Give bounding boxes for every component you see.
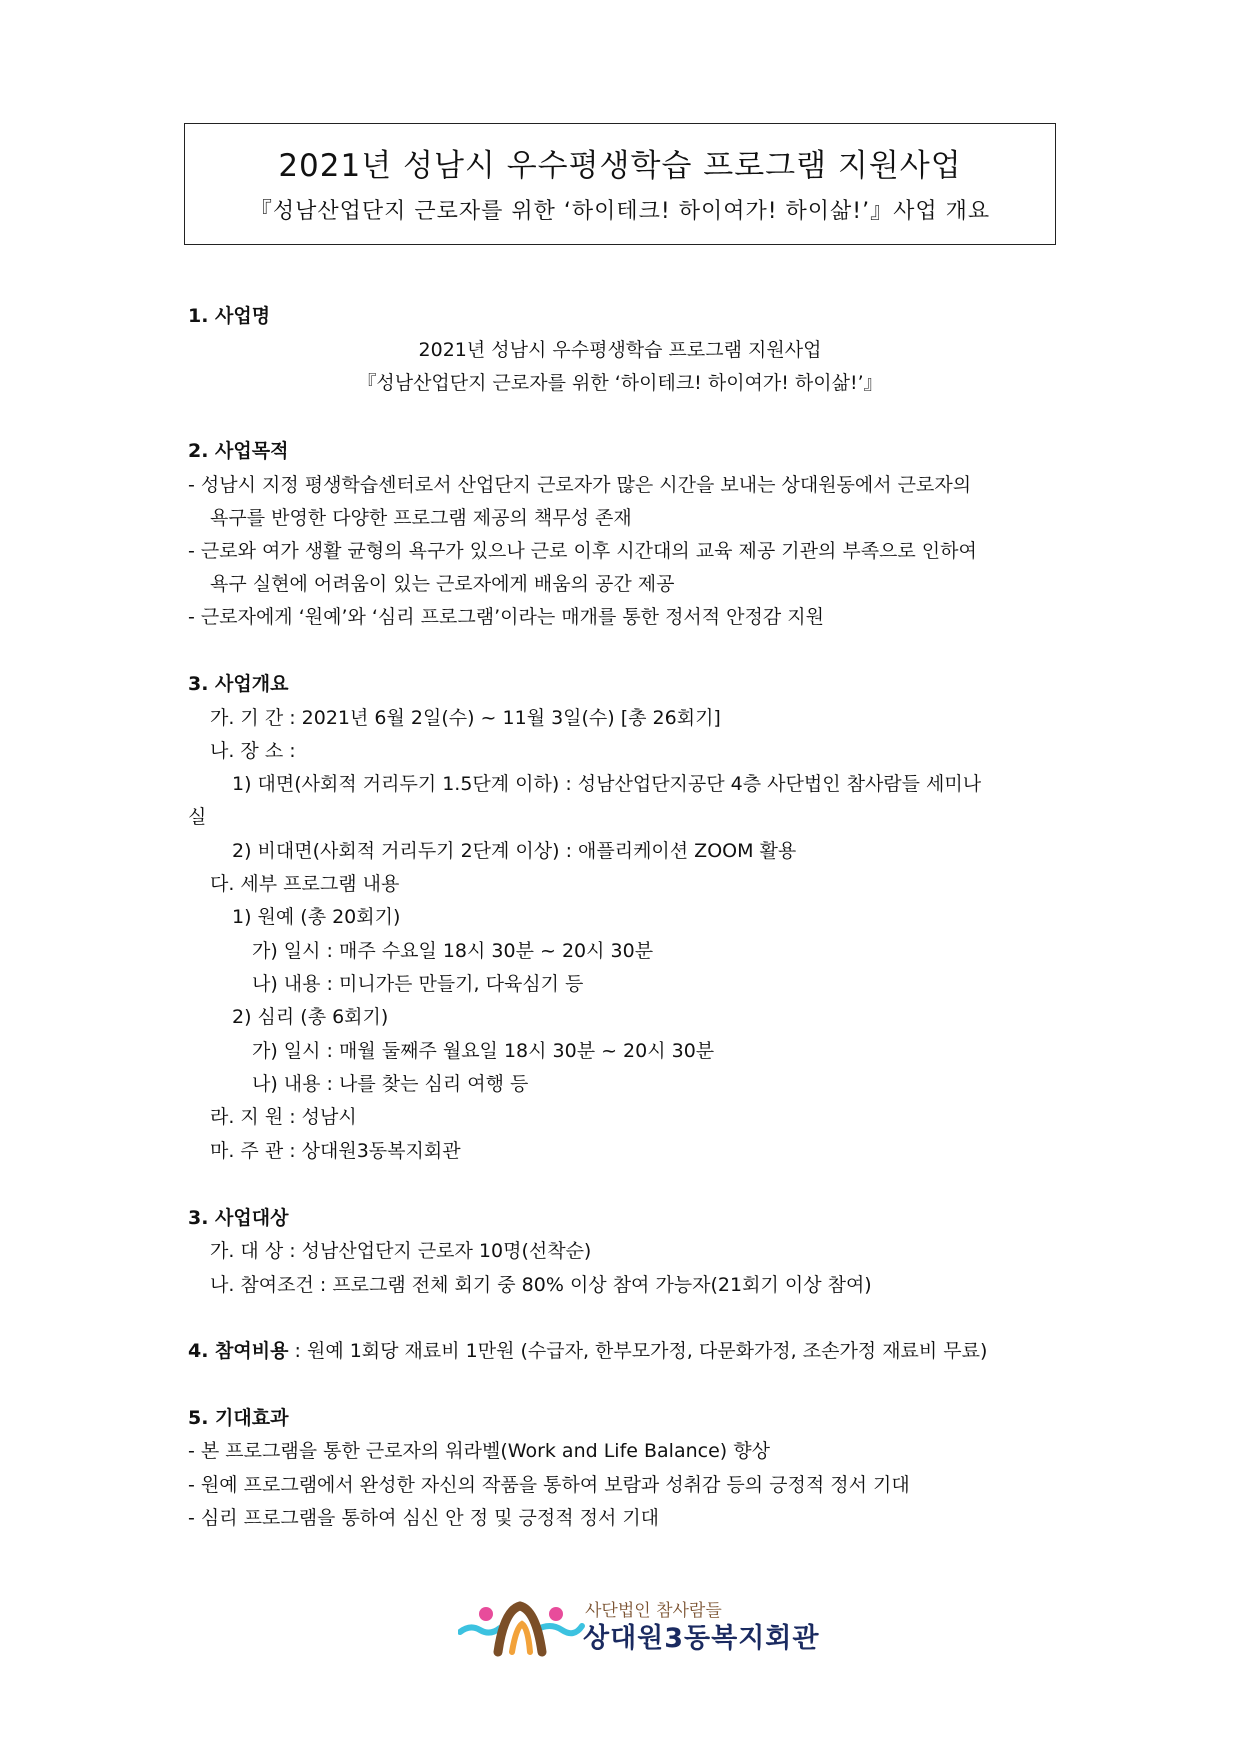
overview-line: 나. 장 소 :	[210, 740, 296, 762]
overview-line: 가. 기 간 : 2021년 6월 2일(수) ~ 11월 3일(수) [총 26회기]	[210, 707, 721, 729]
logo-subtitle: 사단법인 참사람들	[585, 1601, 722, 1621]
overview-line: 라. 지 원 : 성남시	[210, 1106, 357, 1128]
project-name-line1: 2021년 성남시 우수평생학습 프로그램 지원사업	[418, 339, 822, 361]
logo-name: 상대원3동복지회관	[583, 1623, 820, 1654]
project-name-line2: 『성남산업단지 근로자를 위한 ‘하이테크! 하이여가! 하이삶!’』	[357, 372, 883, 394]
overview-line: 실	[188, 806, 207, 828]
purpose-line: - 근로와 여가 생활 균형의 욕구가 있으나 근로 이후 시간대의 교육 제공 기관의 부족으로 인하여	[188, 540, 977, 562]
section-heading-effects: 5. 기대효과	[188, 1407, 289, 1429]
overview-line: 2) 비대면(사회적 거리두기 2단계 이상) : 애플리케이션 ZOOM 활용	[232, 840, 797, 862]
purpose-line: - 근로자에게 ‘원예’와 ‘심리 프로그램’이라는 매개를 통한 정서적 안정감 지원	[188, 606, 824, 628]
document-title: 2021년 성남시 우수평생학습 프로그램 지원사업	[278, 148, 962, 184]
purpose-line: 욕구 실현에 어려움이 있는 근로자에게 배움의 공간 제공	[210, 573, 675, 595]
section-heading-cost: 4. 참여비용	[188, 1340, 289, 1362]
purpose-line: - 성남시 지정 평생학습센터로서 산업단지 근로자가 많은 시간을 보내는 상대원동에서 근로자의	[188, 474, 972, 496]
effect-line: - 본 프로그램을 통한 근로자의 워라벨(Work and Life Balance) 향상	[188, 1440, 770, 1462]
purpose-line: 욕구를 반영한 다양한 프로그램 제공의 책무성 존재	[210, 507, 632, 529]
overview-line: 나) 내용 : 미니가든 만들기, 다육심기 등	[252, 973, 584, 995]
section-heading-name: 1. 사업명	[188, 305, 271, 327]
document-subtitle: 『성남산업단지 근로자를 위한 ‘하이테크! 하이여가! 하이삶!’』사업 개요	[249, 199, 991, 224]
effect-line: - 심리 프로그램을 통하여 심신 안 정 및 긍정적 정서 기대	[188, 1507, 660, 1529]
section-heading-overview: 3. 사업개요	[188, 673, 289, 695]
target-line: 가. 대 상 : 성남산업단지 근로자 10명(선착순)	[210, 1240, 592, 1262]
overview-line: 2) 심리 (총 6회기)	[232, 1006, 389, 1028]
overview-line: 다. 세부 프로그램 내용	[210, 873, 400, 895]
cost-text: : 원예 1회당 재료비 1만원 (수급자, 한부모가정, 다문화가정, 조손가정 재료비 무료)	[288, 1340, 988, 1362]
section-heading-purpose: 2. 사업목적	[188, 440, 289, 462]
overview-line: 마. 주 관 : 상대원3동복지회관	[210, 1140, 461, 1162]
section-heading-target: 3. 사업대상	[188, 1207, 289, 1229]
overview-line: 1) 원예 (총 20회기)	[232, 906, 401, 928]
overview-line: 1) 대면(사회적 거리두기 1.5단계 이하) : 성남산업단지공단 4층 사단법인 참사람들 세미나	[232, 773, 982, 795]
target-line: 나. 참여조건 : 프로그램 전체 회기 중 80% 이상 참여 가능자(21회기 이상 참여)	[210, 1274, 872, 1296]
title-box	[184, 123, 1056, 245]
cost-line	[188, 1338, 987, 1364]
overview-line: 가) 일시 : 매주 수요일 18시 30분 ~ 20시 30분	[252, 940, 654, 962]
effect-line: - 원예 프로그램에서 완성한 자신의 작품을 통하여 보람과 성취감 등의 긍정적 정서 기대	[188, 1474, 910, 1496]
overview-line: 가) 일시 : 매월 둘째주 월요일 18시 30분 ~ 20시 30분	[252, 1040, 715, 1062]
overview-line: 나) 내용 : 나를 찾는 심리 여행 등	[252, 1073, 529, 1095]
